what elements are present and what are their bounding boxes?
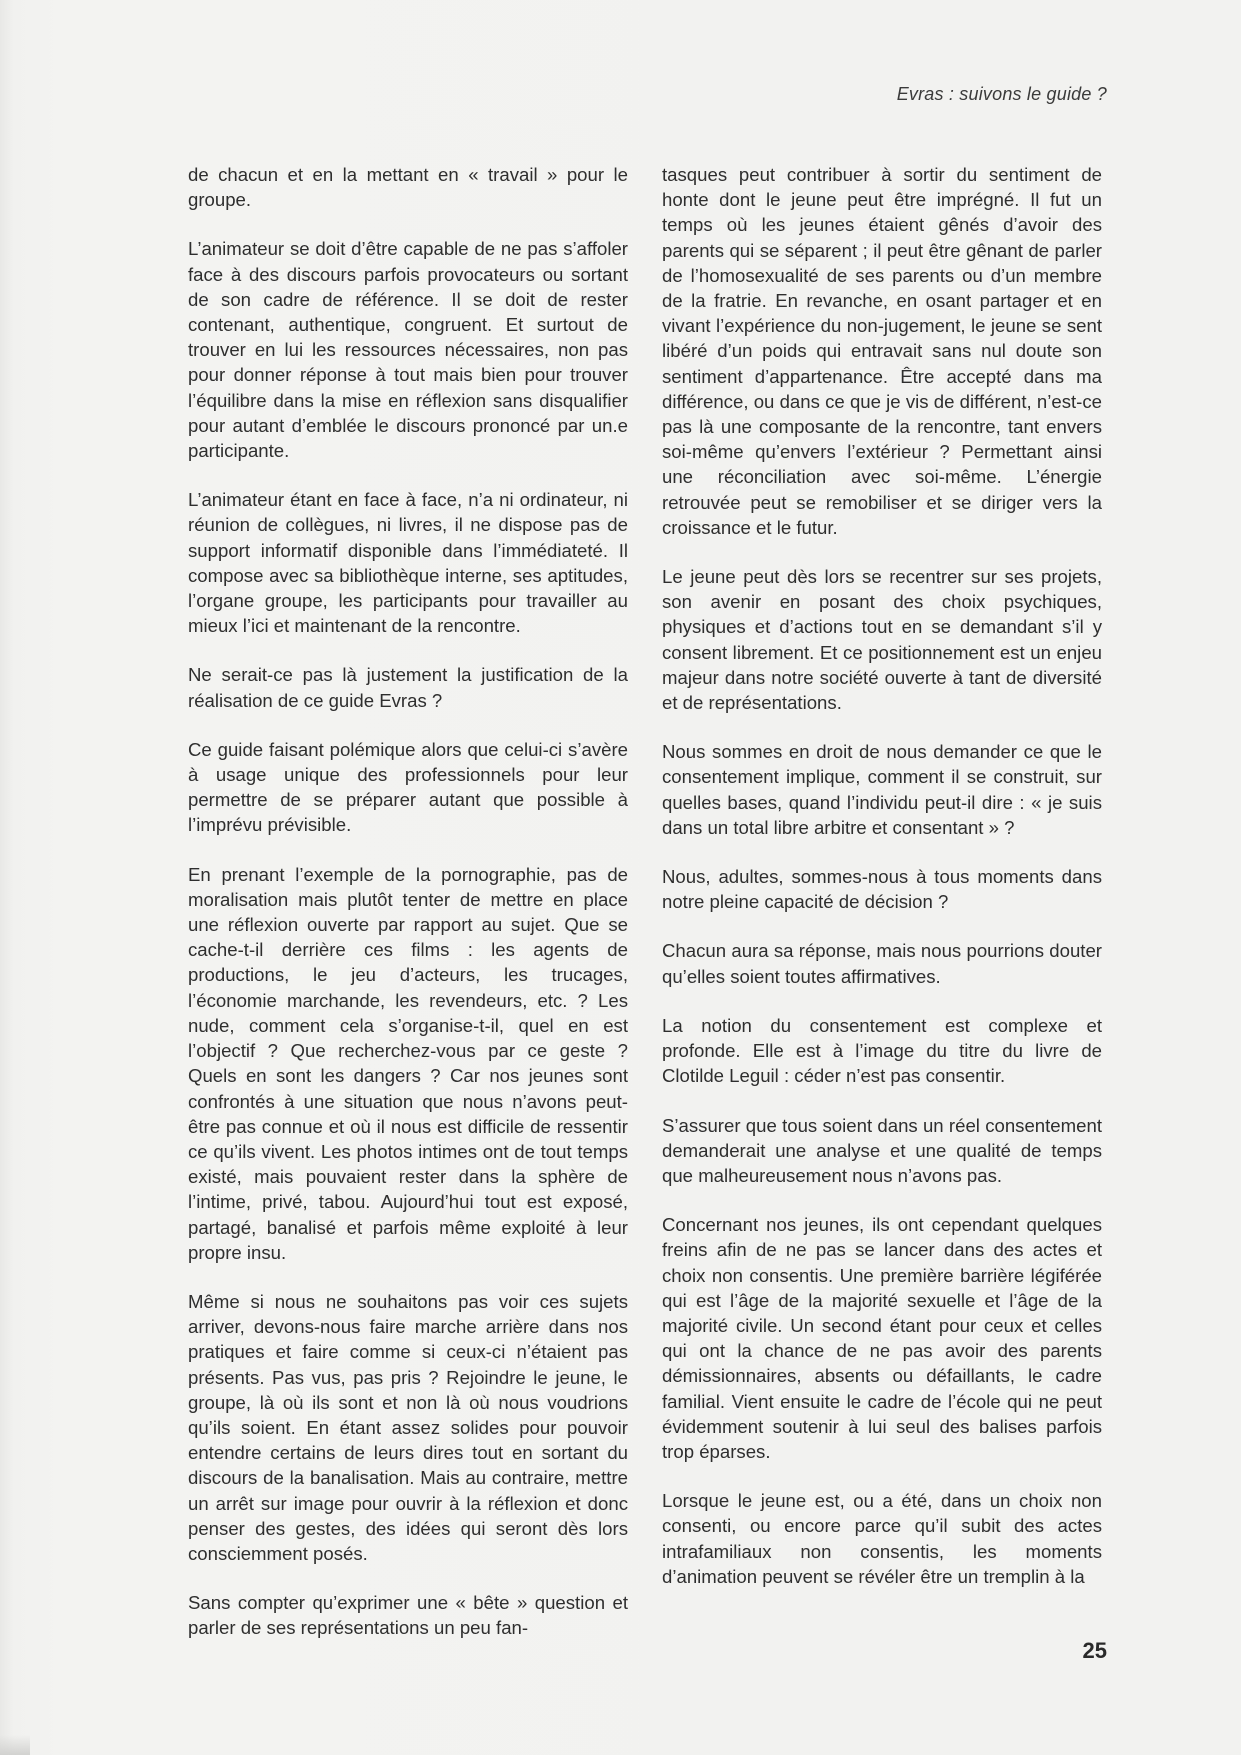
paragraph: Lorsque le jeune est, ou a été, dans un choix non consenti, ou encore parce qu’il subit des actes intrafamiliaux non consentis, les moments d’animation peuvent se révéler être un tremplin à la bbox=[662, 1490, 1102, 1587]
paragraph: Ce guide faisant polémique alors que celui-ci s’avère à usage unique des professionnels pour leur permettre de se préparer autant que possible à l’imprévu prévisible. bbox=[188, 738, 628, 836]
paragraph: L’animateur se doit d’être capable de ne pas s’affoler face à des discours parfois provocateurs ou sortant de son cadre de référence. Il se doit de rester contenant, authentique, congruent. Et surtout de trouver en lui les ressources nécessaires, non pas pour donner réponse à tout mais bien pour trouver l’équilibre dans la mise en réflexion sans disqualifier pour autant d’emblée le discours prononcé par un.e participante. bbox=[188, 238, 628, 462]
paragraph: Sans compter qu’exprimer une « bête » question et parler de ses représentations un peu fan- bbox=[188, 1592, 628, 1639]
paragraph: La notion du consentement est complexe et profonde. Elle est à l’image du titre du livre de Clotilde Leguil : céder n’est pas consentir. bbox=[662, 1014, 1102, 1087]
paragraph: de chacun et en la mettant en « travail » pour le groupe. bbox=[188, 164, 628, 211]
paragraph: Ne serait-ce pas là justement la justification de la réalisation de ce guide Evras ? bbox=[188, 664, 628, 711]
paragraph: Concernant nos jeunes, ils ont cependant quelques freins afin de ne pas se lancer dans des actes et choix non consentis. Une première barrière légiférée qui est l’âge de la majorité sexuelle et l’âge de la majorité civile. Un second étant pour ceux et celles qui ont la chance de ne pas avoir des parents démissionnaires, absents ou défaillants, le cadre familial. Vient ensuite le cadre de l’école qui ne peut évidemment soutenir à lui seul des balises parfois trop éparses. bbox=[662, 1214, 1102, 1462]
paragraph: Chacun aura sa réponse, mais nous pourrions douter qu’elles soient toutes affirmatives. bbox=[662, 940, 1102, 987]
paragraph: S’assurer que tous soient dans un réel consentement demanderait une analyse et une qualité de temps que malheureusement nous n’avons pas. bbox=[662, 1114, 1102, 1186]
paragraph: Le jeune peut dès lors se recentrer sur ses projets, son avenir en posant des choix psychiques, physiques et d’actions tout en se demandant s’il y consent librement. Et ce positionnement est un enjeu majeur dans notre société ouverte à tant de diversité et de représentations. bbox=[662, 566, 1102, 714]
paragraph: Même si nous ne souhaitons pas voir ces sujets arriver, devons-nous faire marche arrière dans nos pratiques et faire comme si ceux-ci n’étaient pas présents. Pas vus, pas pris ? Rejoindre le jeune, le groupe, là où ils sont et non là où nous voudrions qu’ils soient. En étant assez solides pour pouvoir entendre certains de leurs dires tout en sortant du discours de la banalisation. Mais au contraire, mettre un arrêt sur image pour ouvrir à la réflexion et donc penser des gestes, des idées qui seront dès lors consciemment posés. bbox=[188, 1290, 628, 1564]
paragraph: Nous, adultes, sommes-nous à tous moments dans notre pleine capacité de décision ? bbox=[662, 866, 1102, 913]
paragraph: L’animateur étant en face à face, n’a ni ordinateur, ni réunion de collègues, ni livres, il ne dispose pas de support informatif disponible dans l’immédiateté. Il compose avec sa bibliothèque interne, ses aptitudes, l’organe groupe, les participants pour travailler au mieux l’ici et maintenant de la rencontre. bbox=[188, 489, 628, 637]
running-header: Evras : suivons le guide ? bbox=[896, 84, 1107, 104]
scan-edge-shadow bbox=[0, 1735, 30, 1755]
left-text-column bbox=[188, 162, 628, 1665]
paragraph: En prenant l’exemple de la pornographie, pas de moralisation mais plutôt tenter de mettre en place une réflexion ouverte par rapport au sujet. Que se cache-t-il derrière ces films : les agents de productions, le jeu d’acteurs, les trucages, l’économie marchande, les revendeurs, etc. ? Les nude, comment cela s’organise-t-il, quel en est l’objectif ? Que recherchez-vous par ce geste ? Quels en sont les dangers ? Car nos jeunes sont confrontés à une situation que nous n’avons peut-être pas connue et où il nous est difficile de ressentir ce qu’ils vivent. Les photos intimes ont de tout temps existé, mais pouvaient rester dans la sphère de l’intime, privé, tabou. Aujourd’hui tout est exposé, partagé, banalisé et parfois même exploité à leur propre insu. bbox=[188, 863, 628, 1263]
page-number: 25 bbox=[1082, 1638, 1107, 1663]
right-text-column bbox=[662, 162, 1102, 1613]
paragraph: Nous sommes en droit de nous demander ce que le consentement implique, comment il se construit, sur quelles bases, quand l’individu peut-il dire : « je suis dans un total libre arbitre et consentant » ? bbox=[662, 741, 1102, 838]
paragraph: tasques peut contribuer à sortir du sentiment de honte dont le jeune peut être imprégné. Il fut un temps où les jeunes étaient gênés d’avoir des parents qui se séparent ; il peut être gênant de parler de l’homosexualité de ses parents ou d’un membre de la fratrie. En revanche, en osant partager et en vivant l’expérience du non-jugement, le jeune se sent libéré d’un poids qui entravait sans nul doute son sentiment d’appartenance. Être accepté dans ma différence, ou dans ce que je vis de différent, n’est-ce pas là une composante de la rencontre, tant envers soi-même qu’envers l’extérieur ? Permettant ainsi une réconciliation avec soi-même. L’énergie retrouvée peut se remobiliser et se diriger vers la croissance et le futur. bbox=[662, 164, 1102, 538]
